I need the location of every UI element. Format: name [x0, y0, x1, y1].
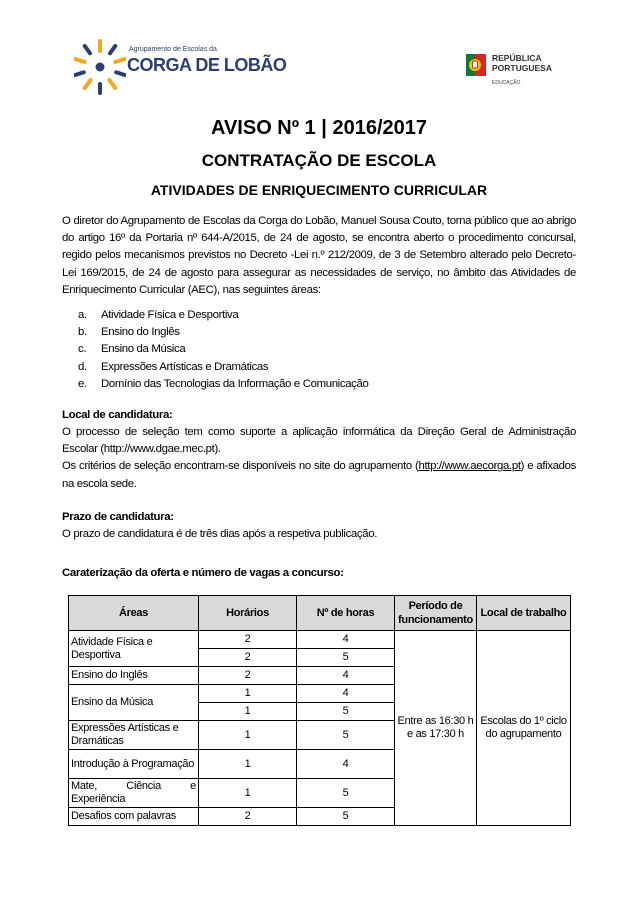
list-item-text: Ensino do Inglês	[101, 326, 180, 339]
prazo-heading: Prazo de candidatura:	[62, 511, 174, 523]
logo-school-name: CORGA DE LOBÃO	[127, 55, 287, 75]
horas-cell: 5	[297, 779, 395, 808]
list-item-text: Atividade Física e Desportiva	[101, 309, 239, 321]
criteria-text-before: Os critérios de seleção encontram-se disponíveis no site do agrupamento (	[62, 460, 419, 473]
areas-list	[78, 307, 369, 393]
local-trabalho-cell: Escolas do 1º ciclo do agrupamento	[477, 631, 571, 826]
criteria-text-after: ) e afixados na escola sede.	[62, 460, 576, 490]
list-item	[78, 341, 369, 358]
area-cell: Expressões Artísticas e Dramáticas	[69, 721, 199, 750]
horario-cell: 1	[199, 721, 297, 750]
criteria-text	[62, 458, 576, 492]
intro-paragraph: O diretor do Agrupamento de Escolas da Corga do Lobão, Manuel Sousa Couto, torna público que ao abrigo do artigo 16º da Portaria nº 644-A/2015, de 24 de agosto, se encontra aberto o procedimento concursal, regido pelos mecanismos previstos no Decreto -Lei n.º 212/2009, de 3 de Setembro alterado pelo Decreto-Lei 169/2015, de 24 de agosto para assegurar as necessidades de serviço, no âmbito das Atividades de Enriquecimento Curricular (AEC), nas seguintes áreas:	[62, 215, 576, 296]
area-cell: Ensino do Inglês	[69, 667, 199, 685]
column-header: Horários	[199, 596, 297, 631]
horario-cell: 2	[199, 649, 297, 667]
horas-cell: 4	[297, 750, 395, 779]
horario-cell: 1	[199, 750, 297, 779]
oferta-heading: Caraterização da oferta e número de vagas a concurso:	[62, 567, 344, 579]
republic-line1: REPÚBLICA	[492, 53, 542, 63]
list-marker: c.	[78, 343, 87, 356]
horario-cell: 1	[199, 703, 297, 721]
horas-cell: 5	[297, 703, 395, 721]
column-header: Nº de horas	[297, 596, 395, 631]
area-cell: Atividade Física e Desportiva	[69, 631, 199, 667]
vacancies-table	[68, 595, 571, 826]
horas-cell: 5	[297, 649, 395, 667]
horario-cell: 2	[199, 667, 297, 685]
horario-cell: 1	[199, 685, 297, 703]
list-item	[78, 324, 369, 341]
periodo-cell: Entre as 16:30 h e as 17:30 h	[395, 631, 477, 826]
area-cell: Introdução à Programação	[69, 750, 199, 779]
column-header: Período de funcionamento	[395, 596, 477, 631]
column-header: Áreas	[69, 596, 199, 631]
area-cell: Mate, Ciência e Experiência	[69, 779, 199, 808]
ministry-label: EDUCAÇÃO	[492, 80, 521, 86]
star-burst-icon	[74, 37, 126, 97]
horario-cell: 2	[199, 631, 297, 649]
horas-cell: 4	[297, 685, 395, 703]
school-logo	[74, 37, 287, 99]
horas-cell: 4	[297, 667, 395, 685]
list-item-text: Ensino da Música	[101, 343, 186, 356]
notice-section-title: ATIVIDADES DE ENRIQUECIMENTO CURRICULAR	[150, 182, 488, 198]
portugal-emblem-icon	[464, 50, 488, 80]
horas-cell: 5	[297, 808, 395, 826]
local-text: O processo de seleção tem como suporte a aplicação informática da Direção Geral de Administração Escolar (http://www.dgae.mec.pt).	[62, 426, 576, 456]
agrupamento-site-link[interactable]: http://www.aecorga.pt	[418, 460, 521, 473]
notice-title: AVISO Nº 1 | 2016/2017	[211, 117, 427, 139]
area-cell: Desafios com palavras	[69, 808, 199, 826]
horario-cell: 2	[199, 808, 297, 826]
local-section	[62, 424, 576, 493]
table-row	[69, 631, 571, 649]
local-heading: Local de candidatura:	[62, 409, 173, 421]
logo-subtitle: Agrupamento de Escolas da	[129, 46, 217, 53]
republic-logo	[464, 50, 604, 92]
horas-cell: 4	[297, 631, 395, 649]
list-item	[78, 376, 369, 393]
area-cell: Ensino da Música	[69, 685, 199, 721]
list-item	[78, 307, 369, 324]
list-marker: b.	[78, 326, 87, 339]
prazo-text: O prazo de candidatura é de três dias após a respetiva publicação.	[62, 528, 378, 540]
table-header-row	[69, 596, 571, 631]
column-header: Local de trabalho	[477, 596, 571, 631]
list-item-text: Expressões Artísticas e Dramáticas	[101, 360, 269, 373]
horas-cell: 5	[297, 721, 395, 750]
republic-line2: PORTUGUESA	[492, 63, 552, 73]
notice-subtitle: CONTRATAÇÃO DE ESCOLA	[201, 151, 437, 170]
horario-cell: 1	[199, 779, 297, 808]
list-item	[78, 359, 369, 376]
list-item-text: Domínio das Tecnologias da Informação e Comunicação	[101, 377, 369, 390]
list-marker: e.	[78, 377, 87, 390]
list-marker: d.	[78, 360, 87, 373]
list-marker: a.	[78, 309, 87, 321]
